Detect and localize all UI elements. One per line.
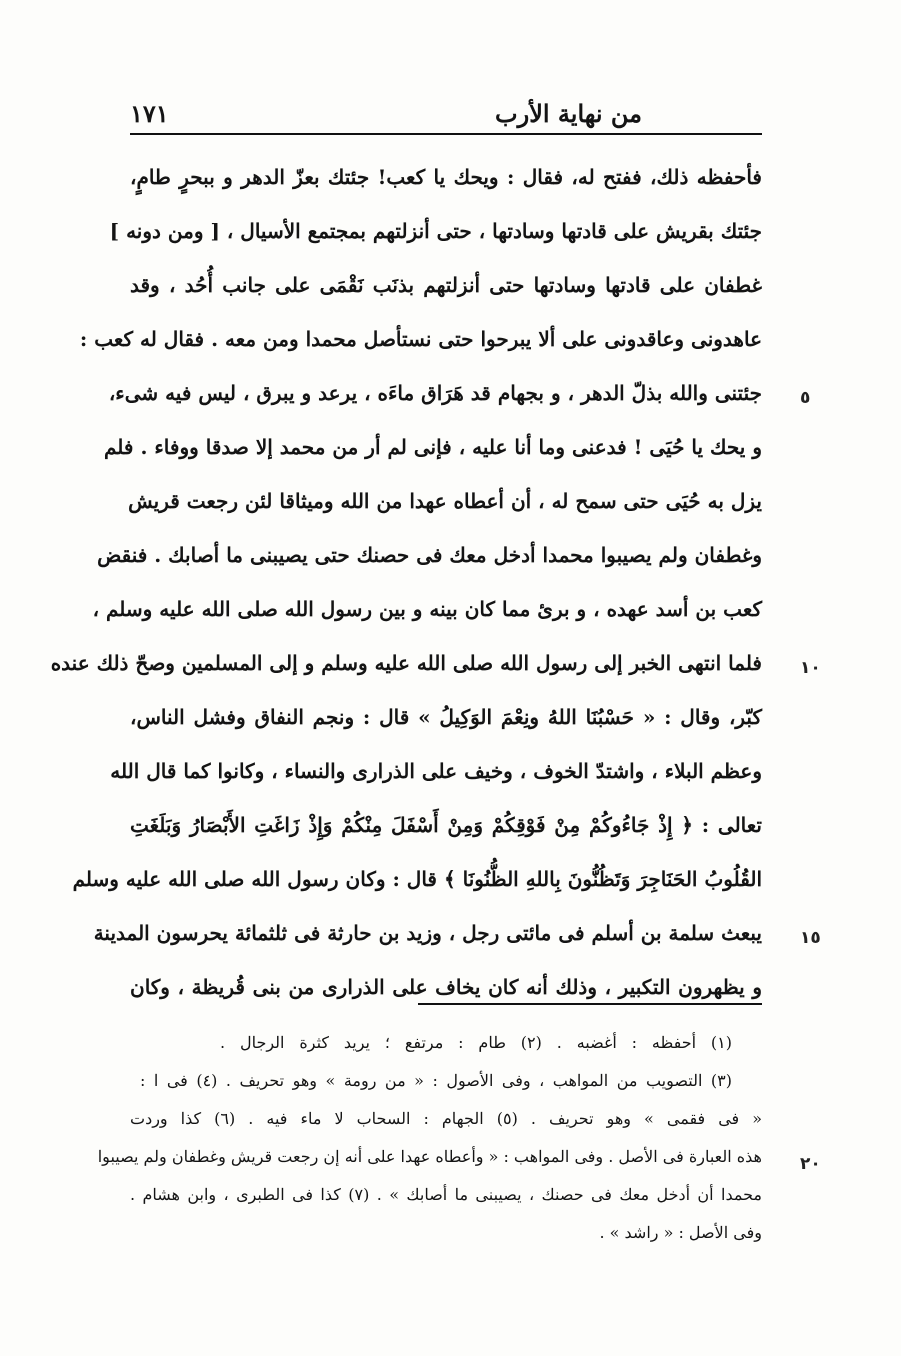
text-line: وغطفان ولم يصيبوا محمدا أدخل معك فى حصنك حتى يصيبنى ما أصابك . فنقض <box>97 543 762 567</box>
text-line: يزل به حُيَى حتى سمح له ، أن أعطاه عهدا من الله وميثاقا لئن رجعت قريش <box>128 489 762 513</box>
footnotes <box>97 1018 763 1246</box>
text-line: تعالى : ﴿ إِذْ جَاءُوكُمْ مِنْ فَوْقِكُمْ وَمِنْ أَسْفَلَ مِنْكُمْ وَإِذْ زَاغَتِ الأَبْصَارُ وَبَلَغَتِ <box>130 813 762 837</box>
text-line: جئتنى والله بذلّ الدهر ، و بجهام قد هَرَاق ماءَه ، يرعد و يبرق ، ليس فيه شىء، <box>108 381 762 405</box>
text-line: يبعث سلمة بن أسلم فى مائتى رجل ، وزيد بن حارثة فى ثلثمائة يحرسون المدينة <box>93 921 762 945</box>
text-line: جئتك بقريش على قادتها وسادتها ، حتى أنزلتهم بمجتمع الأسيال ، [ ومن دونه ] <box>109 219 762 243</box>
text-line: فلما انتهى الخبر إلى رسول الله صلى الله عليه وسلم و إلى المسلمين وصحّ ذلك عنده <box>50 651 762 675</box>
footnote-line: « فى فقمى » وهو تحريف . (٥) الجهام : السحاب لا ماء فيه . (٦) كذا وردت <box>130 1109 763 1128</box>
text-line: وعظم البلاء ، واشتدّ الخوف ، وخيف على الذرارى والنساء ، وكانوا كما قال الله <box>110 759 762 783</box>
text-line: القُلُوبُ الحَنَاجِرَ وَتَظُنُّونَ بِاللهِ الظُّنُونَا ﴾ قال : وكان رسول الله صلى الله عليه وسلم <box>72 867 762 891</box>
footnote-line: (٣) التصويب من المواهب ، وفى الأصول : « من رومة » وهو تحريف . (٤) فى ا : <box>140 1071 732 1090</box>
page-header <box>130 82 762 128</box>
footnote-line: وفى الأصل : « راشد » . <box>599 1223 762 1242</box>
text-line: عاهدونى وعاقدونى على ألا يبرحوا حتى نستأصل محمدا ومن معه . فقال له كعب : <box>79 327 762 351</box>
text-line: كبّر، وقال : « حَسْبُنَا اللهُ ونِعْمَ الوَكِيلُ » قال : ونجم النفاق وفشل الناس، <box>130 705 762 729</box>
footnote-line: هذه العبارة فى الأصل . وفى المواهب : « وأعطاه عهدا على أنه إن رجعت قريش وغطفان ولم يصيبوا <box>97 1147 762 1166</box>
footnote-line: (١) أحفظه : أغضبه . (٢) طام : مرتفع ؛ يريد كثرة الرجال . <box>220 1033 733 1052</box>
margin-line-number: ٢٠ <box>800 1154 821 1174</box>
footnote-line: محمدا أن أدخل معك فى حصنك ، يصيبنى ما أصابك » . (٧) كذا فى الطبرى ، وابن هشام . <box>130 1185 762 1204</box>
text-line: و يحك يا حُيَى ! فدعنى وما أنا عليه ، فإنى لم أر من محمد إلا صدقا ووفاء . فلم <box>104 435 762 459</box>
header-rule <box>130 133 762 135</box>
margin-line-number: ١٥ <box>800 928 821 948</box>
margin-line-number: ٥ <box>800 388 811 408</box>
body-text <box>50 140 762 1004</box>
running-head: من نهاية الأرب <box>495 99 642 128</box>
text-line: فأحفظه ذلك، ففتح له، فقال : ويحك يا كعب! جئتك بعزّ الدهر و ببحرٍ طامٍ، <box>130 165 762 189</box>
text-line: و يظهرون التكبير ، وذلك أنه كان يخاف على الذرارى من بنى قُريظة ، وكان <box>130 975 762 999</box>
margin-line-number: ١٠ <box>800 658 821 678</box>
text-line: غطفان على قادتها وسادتها حتى أنزلتهم بذنَب نَقْمَى على جانب أُحُد ، وقد <box>130 273 762 297</box>
footnote-rule <box>418 1003 762 1005</box>
text-line: كعب بن أسد عهده ، و برئ مما كان بينه و بين رسول الله صلى الله عليه وسلم ، <box>92 597 762 621</box>
page-number: ١٧١ <box>130 99 169 128</box>
